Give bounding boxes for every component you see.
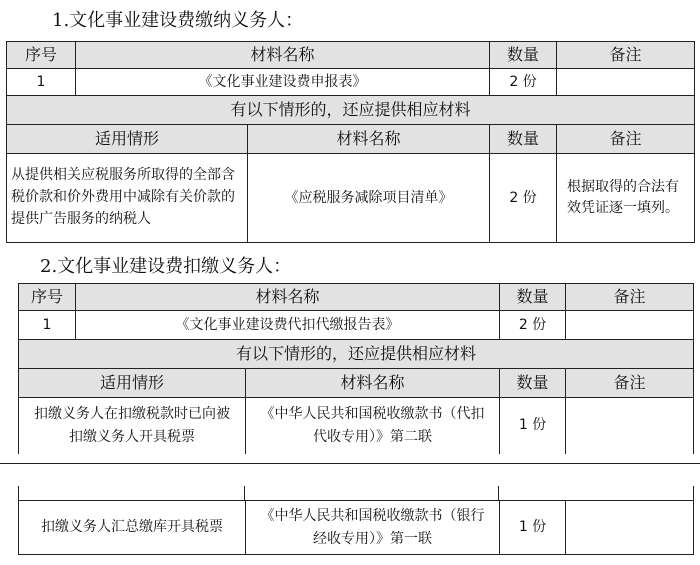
cell-note	[566, 311, 694, 340]
cell-qty: 1 份	[500, 398, 566, 454]
cell-note	[566, 398, 694, 454]
sub-header-row	[19, 369, 694, 398]
cell-case: 从提供相关应税服务所取得的全部含税价款和价外费用中减除有关价款的提供广告服务的纳税人	[7, 154, 248, 243]
header-note: 备注	[557, 125, 695, 154]
header-material: 材料名称	[76, 284, 500, 311]
cell-qty: 2 份	[490, 154, 557, 243]
table-row	[7, 154, 695, 243]
header-no: 序号	[19, 284, 76, 311]
table-header-row	[7, 42, 695, 69]
supplement-band: 有以下情形的，还应提供相应材料	[19, 340, 694, 369]
header-material: 材料名称	[76, 42, 490, 69]
section2-heading: 2.文化事业建设费扣缴义务人：	[40, 256, 292, 277]
table-row	[19, 501, 694, 555]
continuation-line	[18, 486, 19, 500]
cell-note	[557, 69, 695, 96]
table-row	[7, 69, 695, 96]
cell-qty: 2 份	[500, 311, 566, 340]
cell-material: 《文化事业建设费代扣代缴报告表》	[76, 311, 500, 340]
cell-note: 根据取得的合法有效凭证逐一填列。	[557, 154, 695, 243]
cell-material: 《中华人民共和国税收缴款书（代扣代收专用）》第二联	[246, 398, 500, 454]
cell-no: 1	[19, 311, 76, 340]
cell-note	[566, 501, 694, 555]
section1-table	[6, 41, 695, 243]
section2-table	[18, 283, 694, 454]
table-row	[19, 398, 694, 454]
section1-heading: 1.文化事业建设费缴纳义务人：	[52, 10, 304, 31]
header-material: 材料名称	[248, 125, 490, 154]
cell-material: 《中华人民共和国税收缴款书（银行经收专用）》第一联	[246, 501, 500, 555]
cell-qty: 1 份	[500, 501, 566, 555]
header-no: 序号	[7, 42, 76, 69]
header-material: 材料名称	[246, 369, 500, 398]
cell-qty: 2 份	[490, 69, 557, 96]
cell-case: 扣缴义务人汇总缴库开具税票	[19, 501, 246, 555]
cell-no: 1	[7, 69, 76, 96]
supplement-band-row	[19, 340, 694, 369]
header-note: 备注	[566, 284, 694, 311]
table-row	[19, 311, 694, 340]
header-note: 备注	[557, 42, 695, 69]
cell-case: 扣缴义务人在扣缴税款时已向被扣缴义务人开具税票	[19, 398, 246, 454]
header-qty: 数量	[490, 42, 557, 69]
table-header-row	[19, 284, 694, 311]
header-qty: 数量	[500, 369, 566, 398]
cell-material: 《应税服务减除项目清单》	[248, 154, 490, 243]
page-break-line	[0, 463, 700, 464]
header-case: 适用情形	[7, 125, 248, 154]
cell-material: 《文化事业建设费申报表》	[76, 69, 490, 96]
header-note: 备注	[566, 369, 694, 398]
header-case: 适用情形	[19, 369, 246, 398]
supplement-band-row	[7, 96, 695, 125]
continuation-line	[693, 486, 694, 500]
header-qty: 数量	[490, 125, 557, 154]
section2-table-continued	[18, 500, 694, 555]
header-qty: 数量	[500, 284, 566, 311]
continuation-line	[498, 486, 499, 500]
sub-header-row	[7, 125, 695, 154]
supplement-band: 有以下情形的，还应提供相应材料	[7, 96, 695, 125]
continuation-line	[244, 486, 245, 500]
